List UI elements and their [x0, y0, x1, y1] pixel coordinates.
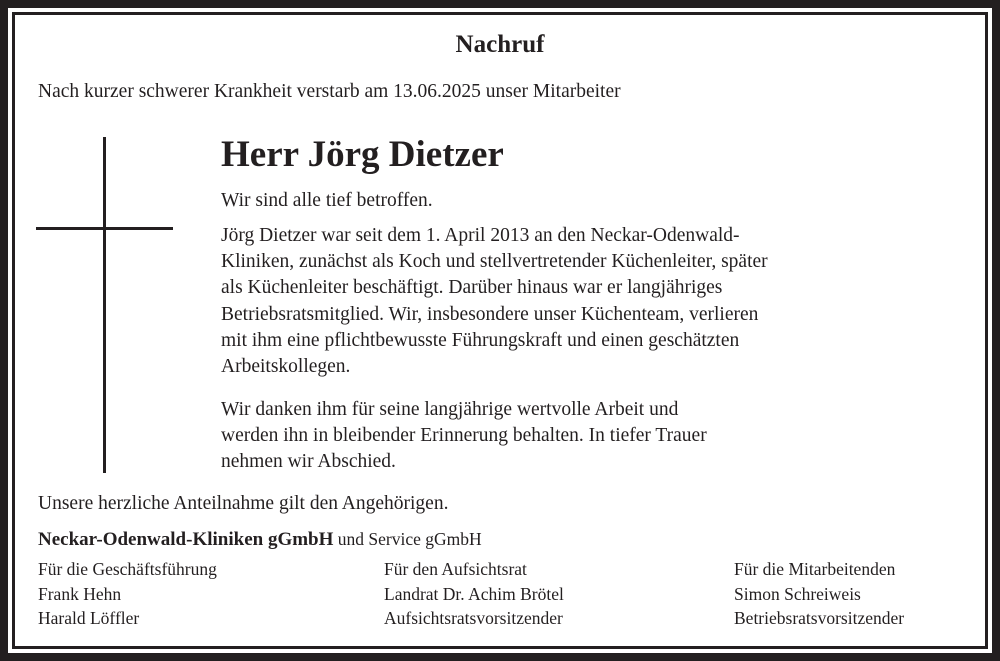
- gratitude-paragraph: [221, 397, 981, 476]
- signature-employees: [734, 557, 904, 631]
- signature-name: Harald Löffler: [38, 608, 140, 628]
- signature-name: Simon Schreiweis: [734, 583, 861, 604]
- biography-paragraph: [221, 223, 981, 380]
- deceased-name: Herr Jörg Dietzer: [221, 134, 504, 175]
- paragraph-line: werden ihn in bleibender Erinnerung behalten. In tiefer Trauer: [221, 425, 707, 447]
- signature-title: Betriebsratsvorsitzender: [734, 608, 905, 628]
- cross-vertical-bar: [103, 137, 106, 473]
- paragraph-line: mit ihm eine pflichtbewusste Führungskraft und einen geschätzten: [221, 329, 740, 351]
- signature-role: Für den Aufsichtsrat: [384, 559, 527, 579]
- paragraph-line: nehmen wir Abschied.: [221, 451, 396, 473]
- notice-title: Nachruf: [455, 31, 545, 58]
- paragraph-line: Jörg Dietzer war seit dem 1. April 2013 an den Neckar-Odenwald-: [221, 225, 740, 246]
- lead-sentence: Wir sind alle tief betroffen.: [221, 190, 433, 211]
- condolence-line: Unsere herzliche Anteilnahme gilt den Angehörigen.: [38, 493, 449, 514]
- cross-horizontal-bar: [36, 227, 173, 230]
- signature-role: Für die Geschäftsführung: [38, 559, 217, 579]
- signature-role: Für die Mitarbeitenden: [734, 559, 896, 579]
- signature-name: Frank Hehn: [38, 583, 122, 604]
- paragraph-line: Kliniken, zunächst als Koch und stellvertretender Küchenleiter, später: [221, 251, 768, 273]
- signature-management: [38, 557, 217, 631]
- signature-title: Aufsichtsratsvorsitzender: [384, 608, 563, 628]
- signature-name: Landrat Dr. Achim Brötel: [384, 583, 564, 604]
- paragraph-line: Wir danken ihm für seine langjährige wertvolle Arbeit und: [221, 399, 679, 420]
- company-name: Neckar-Odenwald-Kliniken gGmbH: [38, 529, 334, 550]
- obituary-notice: [8, 8, 992, 653]
- paragraph-line: als Küchenleiter beschäftigt. Darüber hinaus war er langjähriges: [221, 277, 723, 299]
- company-suffix: und Service gGmbH: [333, 529, 482, 549]
- company-line: [38, 526, 482, 553]
- paragraph-line: Arbeitskollegen.: [221, 356, 351, 378]
- paragraph-line: Betriebsratsmitglied. Wir, insbesondere unser Küchenteam, verlieren: [221, 303, 759, 325]
- intro-line: Nach kurzer schwerer Krankheit verstarb am 13.06.2025 unser Mitarbeiter: [38, 81, 621, 102]
- signature-supervisory-board: [384, 557, 564, 631]
